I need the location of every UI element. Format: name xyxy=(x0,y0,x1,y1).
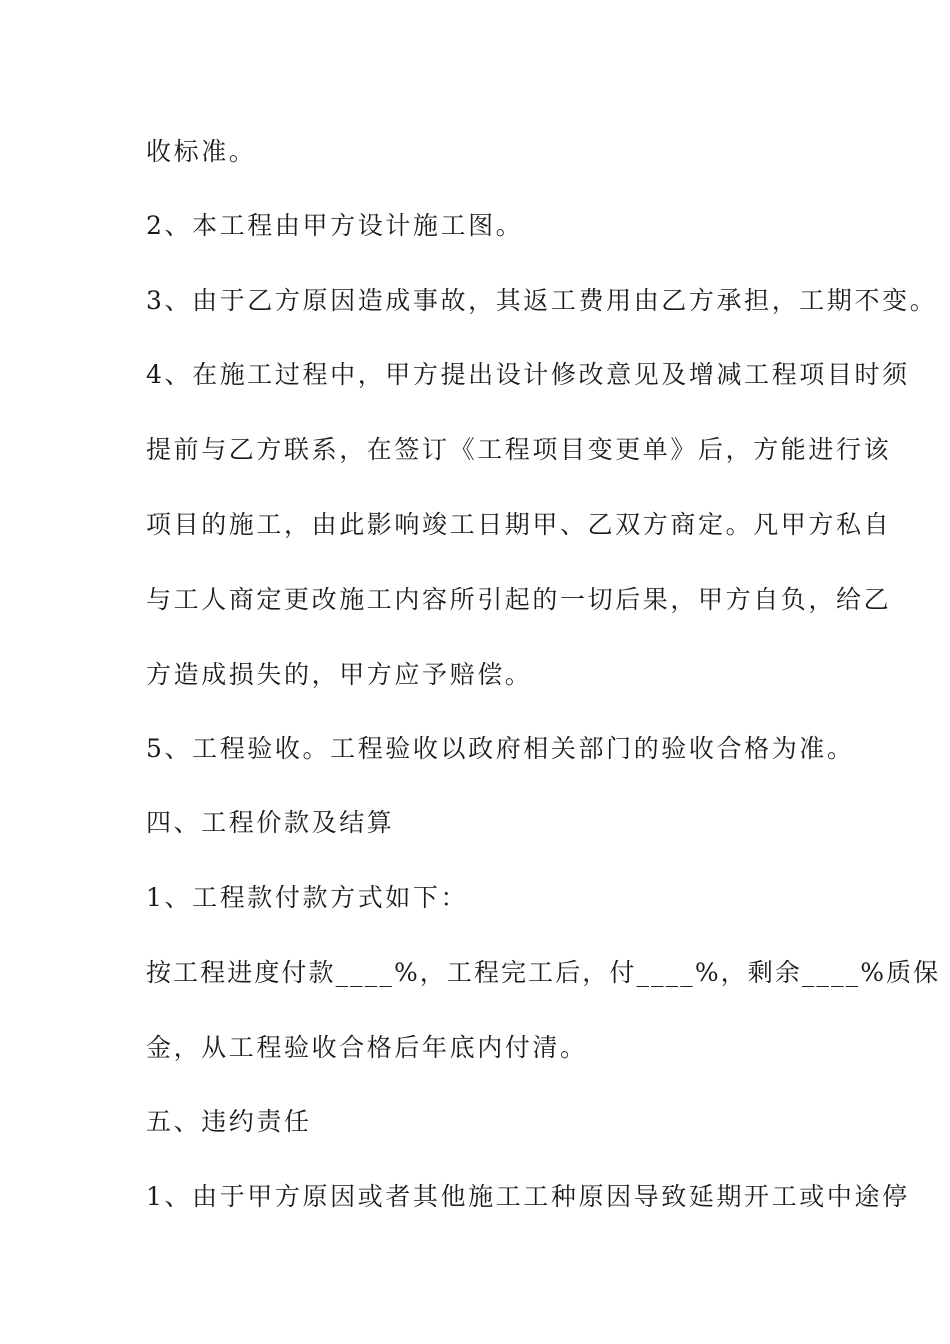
text-line: 与工人商定更改施工内容所引起的一切后果，甲方自负，给乙 xyxy=(146,585,892,614)
text-line: 按工程进度付款____%，工程完工后，付____%，剩余____%质保 xyxy=(146,958,941,987)
text-line: 项目的施工，由此影响竣工日期甲、乙双方商定。凡甲方私自 xyxy=(146,510,892,539)
text-line: 提前与乙方联系，在签订《工程项目变更单》后，方能进行该 xyxy=(146,435,892,464)
text-line: 2、本工程由甲方设计施工图。 xyxy=(146,211,524,240)
text-line: 收标准。 xyxy=(146,137,257,166)
text-line: 5、工程验收。工程验收以政府相关部门的验收合格为准。 xyxy=(146,734,855,763)
text-line: 4、在施工过程中，甲方提出设计修改意见及增减工程项目时须 xyxy=(146,360,910,389)
section-heading: 四、工程价款及结算 xyxy=(146,808,395,837)
text-line: 1、工程款付款方式如下： xyxy=(146,883,469,912)
text-line: 3、由于乙方原因造成事故，其返工费用由乙方承担，工期不变。 xyxy=(146,286,938,315)
text-line: 方造成损失的，甲方应予赔偿。 xyxy=(146,660,533,689)
text-line: 1、由于甲方原因或者其他施工工种原因导致延期开工或中途停 xyxy=(146,1182,910,1211)
text-line: 金，从工程验收合格后年底内付清。 xyxy=(146,1033,588,1062)
section-heading: 五、违约责任 xyxy=(146,1107,312,1136)
